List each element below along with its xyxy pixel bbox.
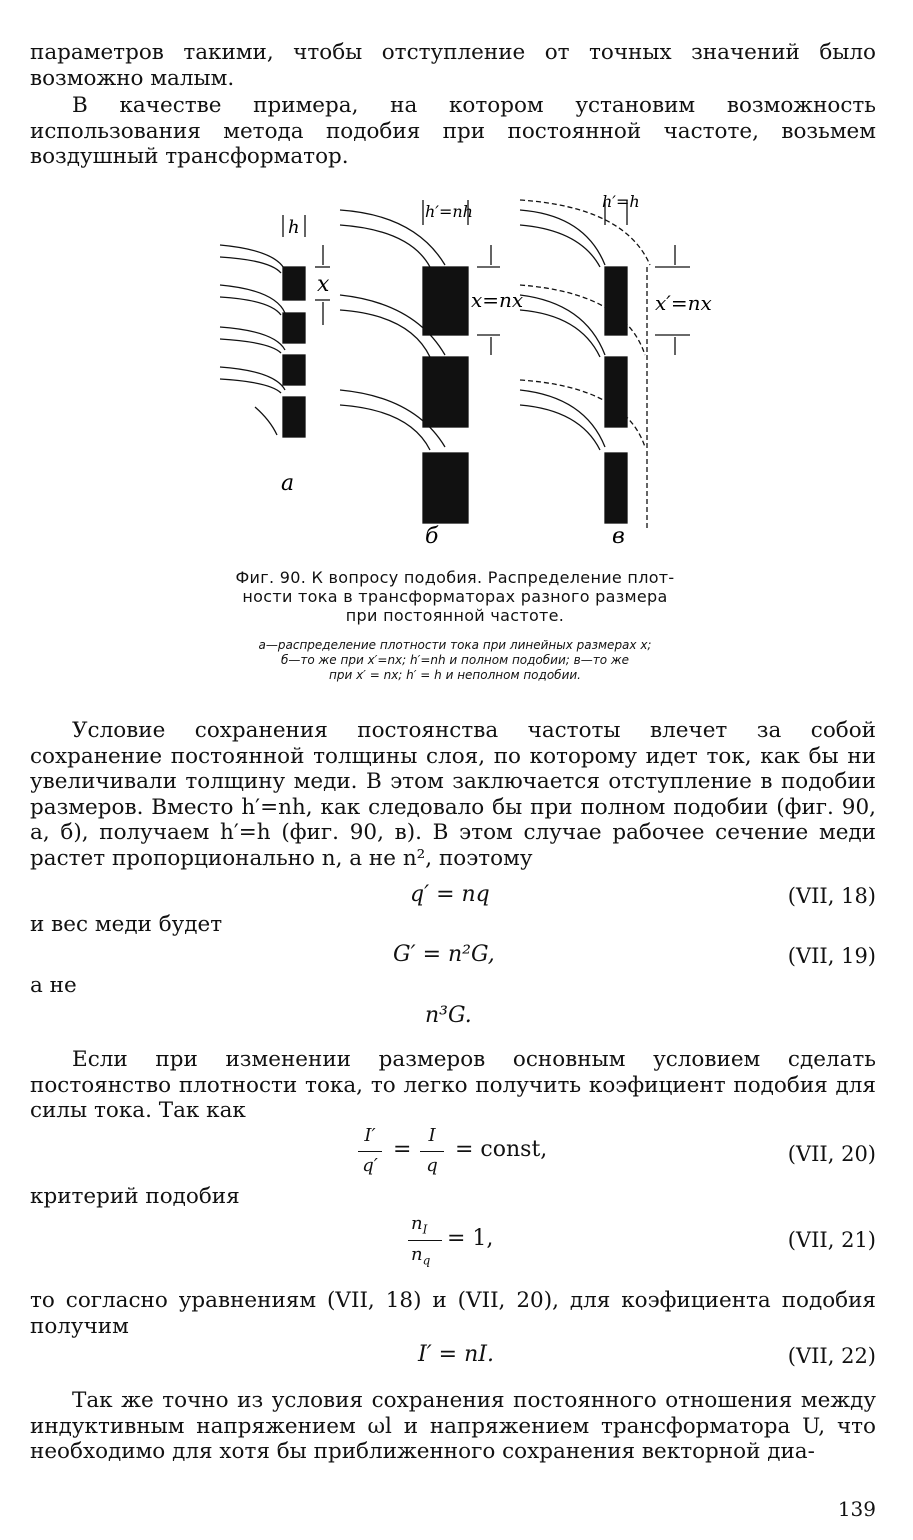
label-x: x — [317, 272, 330, 297]
equals-one: = 1, — [447, 1226, 494, 1251]
label-h-c: h′=h — [602, 192, 640, 211]
text-weight: и вес меди будет — [30, 912, 223, 937]
equation-19: G′ = n²G, — [393, 942, 495, 967]
equation-22: I′ = nI. — [418, 1342, 494, 1367]
diagram-a — [220, 215, 330, 437]
fraction-den-2: q — [426, 1155, 438, 1176]
label-h-b: h′=nh — [425, 202, 473, 221]
conductor-a-1 — [283, 267, 305, 300]
conductor-a-3 — [283, 355, 305, 385]
paragraph-1: параметров такими, чтобы отступление от точных значений было возможно малым. — [30, 40, 876, 91]
label-b: б — [425, 524, 439, 549]
paragraph-2: В качестве примера, на котором установим возможность использования метода подобия при постоянной частоте, возьмем воздушный трансформатор. — [30, 93, 876, 169]
label-h: h — [288, 217, 300, 238]
legend-line: при x′ = nx; h′ = h и неполном подобии. — [329, 668, 581, 682]
caption-line: Фиг. 90. К вопросу подобия. Распределение плот- — [235, 568, 675, 587]
text-not: а не — [30, 973, 77, 998]
paragraph-3: Условие сохранения постоянства частоты влечет за собой сохранение постоянной толщины слоя, по которому идет ток, как бы ни увеличивали толщину меди. В этом заключается отступление в подобии размеров. Вместо h′=nh, как следовало бы при полном подобии (фиг. 90, а, б), получаем h′=h (фиг. 90, в). В этом случае рабочее сечение меди растет пропорционально n, а не n², поэтому — [30, 718, 876, 871]
text-criterion: критерий подобия — [30, 1184, 240, 1209]
conductor-a-4 — [283, 397, 305, 437]
figure-90 — [215, 185, 715, 555]
label-c: в — [612, 524, 625, 549]
paragraph-4: Если при изменении размеров основным условием сделать постоянство плотности тока, то легко получить коэфициент подобия для силы тока. Так как — [30, 1047, 876, 1123]
fraction-den-1: q′ — [362, 1155, 378, 1176]
label-x-b: x=nx — [471, 288, 524, 312]
fraction-bar-2 — [420, 1151, 444, 1152]
paragraph-6: Так же точно из условия сохранения постоянного отношения между индуктивным напряжением ωl и напряжением трансформатора U, что необходимо для хотя бы приближенного сохранения векторной диа- — [30, 1388, 876, 1464]
equation-number-20: (VII, 20) — [787, 1142, 876, 1166]
conductor-a-2 — [283, 313, 305, 343]
conductor-c-3 — [605, 453, 627, 523]
conductor-b-3 — [423, 453, 468, 523]
fraction-num — [411, 1213, 427, 1237]
equation-number-21: (VII, 21) — [787, 1228, 876, 1252]
equals-sign: = — [393, 1137, 412, 1162]
conductor-c-2 — [605, 357, 627, 427]
den-n: n — [411, 1244, 423, 1265]
conductor-c-1 — [605, 267, 627, 335]
conductor-b-2 — [423, 357, 468, 427]
legend-line: б—то же при x′=nx; h′=nh и полном подобии; в—то же — [280, 653, 630, 667]
page-number: 139 — [837, 1497, 876, 1521]
fraction-bar-1 — [358, 1151, 382, 1152]
label-a: а — [281, 471, 295, 496]
num-subscript: I — [422, 1222, 428, 1237]
figure-caption-title — [190, 568, 720, 625]
equation-number-22: (VII, 22) — [787, 1344, 876, 1368]
fraction-num-1: I′ — [364, 1125, 376, 1146]
conductor-b-1 — [423, 267, 468, 335]
equation-number-18: (VII, 18) — [787, 884, 876, 908]
equation-number-19: (VII, 19) — [787, 944, 876, 968]
diagram-c — [520, 200, 690, 530]
caption-line: при постоянной частоте. — [345, 606, 565, 625]
equation-18: q′ = nq — [410, 882, 490, 907]
caption-line: ности тока в трансформаторах разного размера — [242, 587, 668, 606]
label-x-c: x′=nx — [655, 291, 712, 315]
num-n: n — [411, 1213, 423, 1234]
equation-21 — [405, 1213, 525, 1273]
equation-20 — [355, 1125, 565, 1185]
fraction-den — [411, 1244, 430, 1268]
fraction-num-2: I — [428, 1125, 436, 1146]
den-subscript: q — [422, 1253, 431, 1268]
diagram-b — [340, 200, 500, 523]
paragraph-5: то согласно уравнениям (VII, 18) и (VII, 20), для коэфициента подобия получим — [30, 1288, 876, 1339]
legend-line: а—распределение плотности тока при линейных размерах x; — [258, 638, 652, 652]
figure-caption-legend — [190, 638, 720, 683]
fraction-bar — [408, 1240, 442, 1241]
const-text: = const, — [455, 1137, 548, 1162]
equation-n3g: n³G. — [425, 1003, 472, 1028]
